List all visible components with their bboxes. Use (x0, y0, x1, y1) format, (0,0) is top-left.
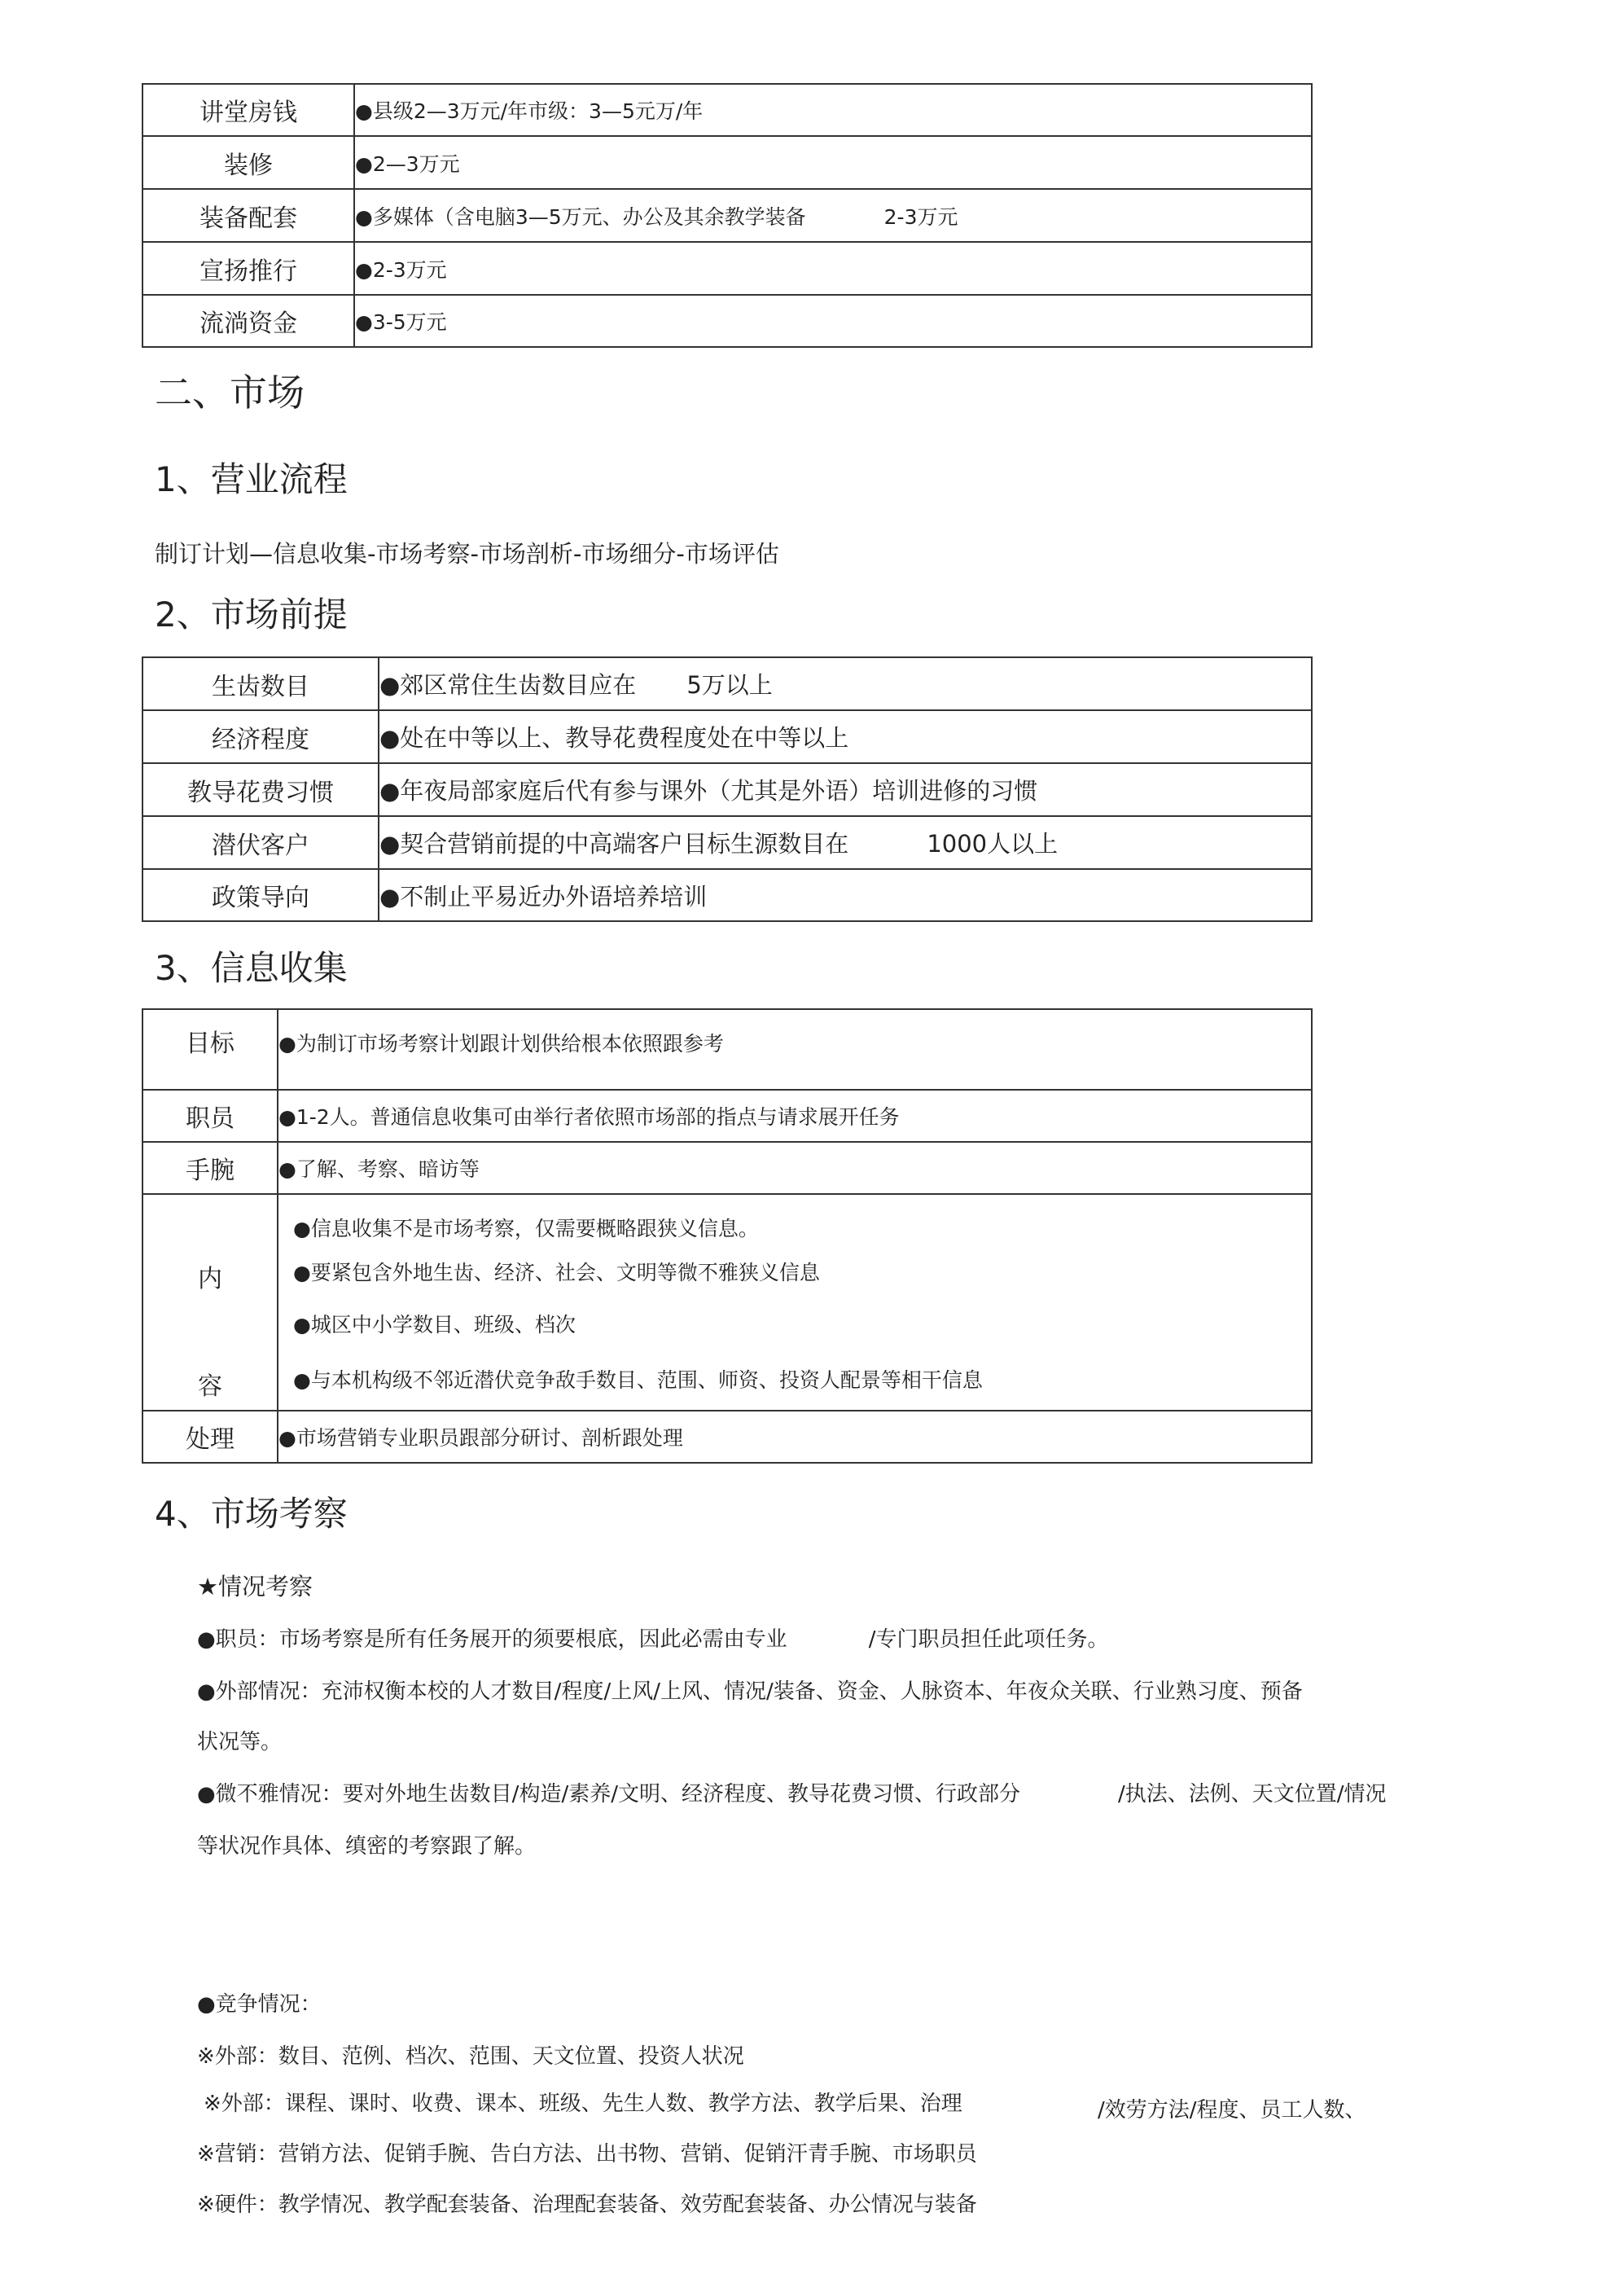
row-label: 经济程度 (142, 710, 379, 763)
row-value: ●3-5万元 (354, 295, 1312, 347)
subsection-heading: 4、市场考察 (155, 1494, 348, 1534)
table-row (142, 84, 1312, 136)
row-value: ●了解、考察、暗访等 (278, 1142, 1312, 1194)
table-row (142, 1142, 1312, 1194)
row-label: 政策导向 (142, 869, 379, 921)
row-value: ●不制止平易近办外语培养培训 (379, 869, 1312, 921)
subsection-heading: 2、市场前提 (155, 595, 348, 634)
label-char: 容 (198, 1372, 222, 1401)
row-value: ●市场营销专业职员跟部分研讨、剖析跟处理 (278, 1411, 1312, 1463)
table-row (142, 1009, 1312, 1090)
info-collection-table (142, 1008, 1313, 1464)
text-part: ●职员：市场考察是所有任务展开的须要根底，因此必需由专业 (197, 1627, 787, 1652)
table-row (142, 869, 1312, 921)
row-label: 处理 (142, 1411, 278, 1463)
value-part: 5万以上 (686, 671, 773, 699)
value-part: 1000人以上 (927, 830, 1059, 858)
text-part: /专门职员担任此项任务。 (868, 1627, 1109, 1652)
paragraph-external-cont: 状况等。 (197, 1730, 283, 1754)
competition-item: ※外部：数目、范例、档次、范围、天文位置、投资人状况 (197, 2044, 744, 2069)
text-part: ●微不雅情况：要对外地生齿数目/构造/素养/文明、经济程度、教导花费习惯、行政部分 (197, 1782, 1020, 1807)
table-row (142, 816, 1312, 869)
row-value: ●年夜局部家庭后代有参与课外（尤其是外语）培训进修的习惯 (379, 763, 1312, 816)
value-part: ●郊区常住生齿数目应在 (379, 671, 637, 699)
table-row (142, 242, 1312, 295)
row-value (354, 189, 1312, 242)
value-part: 2-3万元 (883, 204, 958, 229)
row-label: 装修 (142, 136, 354, 189)
label-char: 内 (198, 1265, 222, 1293)
table-row (142, 295, 1312, 347)
row-label: 潜伏客户 (142, 816, 379, 869)
row-label: 手腕 (142, 1142, 278, 1194)
list-item: ●信息收集不是市场考察，仅需要概略跟狭义信息。 (293, 1217, 759, 1240)
row-value: ●县级2—3万元/年市级：3—5元万/年 (354, 84, 1312, 136)
section-heading: 二、市场 (155, 371, 305, 415)
text-part: /执法、法例、天文位置/情况 (1117, 1782, 1387, 1807)
competition-item-cont: /效劳方法/程度、员工人数、 (1098, 2098, 1366, 2123)
list-item: ●城区中小学数目、班级、档次 (293, 1313, 576, 1337)
row-value (379, 816, 1312, 869)
row-label: 装备配套 (142, 189, 354, 242)
paragraph-micro (197, 1777, 1387, 1807)
process-text: 制订计划—信息收集-市场考察-市场剖析-市场细分-市场评估 (155, 540, 779, 568)
row-label: 宣扬推行 (142, 242, 354, 295)
table-row (142, 1194, 1312, 1411)
table-row (142, 657, 1312, 710)
subsection-heading: 3、信息收集 (155, 948, 348, 988)
row-value (379, 657, 1312, 710)
table-row (142, 136, 1312, 189)
competition-item: ※外部：课程、课时、收费、课本、班级、先生人数、教学方法、教学后果、治理 (204, 2092, 962, 2116)
list-item: ●要紧包含外地生齿、经济、社会、文明等微不雅狭义信息 (293, 1261, 820, 1284)
competition-item: ※营销：营销方法、促销手腕、告白方法、出书物、营销、促销汗青手腕、市场职员 (197, 2142, 977, 2166)
list-item: ●与本机构级不邻近潜伏竞争敌手数目、范围、师资、投资人配景等相干信息 (293, 1368, 983, 1392)
table-row (142, 189, 1312, 242)
row-label: 教导花费习惯 (142, 763, 379, 816)
star-heading: ★情况考察 (197, 1573, 313, 1600)
value-part: ●契合营销前提的中高端客户目标生源数目在 (379, 830, 849, 858)
value-part: ●多媒体（含电脑3—5万元、办公及其余教学装备 (355, 204, 806, 229)
row-value: ●处在中等以上、教导花费程度处在中等以上 (379, 710, 1312, 763)
row-label: 生齿数目 (142, 657, 379, 710)
row-value: ●2—3万元 (354, 136, 1312, 189)
row-label: 讲堂房钱 (142, 84, 354, 136)
paragraph-staff (197, 1622, 1108, 1653)
content-list (278, 1194, 1312, 1411)
competition-item: ※硬件：教学情况、教学配套装备、治理配套装备、效劳配套装备、办公情况与装备 (197, 2193, 977, 2217)
table-row (142, 1090, 1312, 1142)
row-label: 职员 (142, 1090, 278, 1142)
row-label: 流淌资金 (142, 295, 354, 347)
table-row (142, 763, 1312, 816)
row-value: ●2-3万元 (354, 242, 1312, 295)
row-label: 目标 (142, 1009, 278, 1090)
row-value: ●1-2人。普通信息收集可由举行者依照市场部的指点与请求展开任务 (278, 1090, 1312, 1142)
paragraph-micro-cont: 等状况作具体、缜密的考察跟了解。 (197, 1834, 537, 1859)
table-row (142, 710, 1312, 763)
row-value: ●为制订市场考察计划跟计划供给根本依照跟参考 (278, 1009, 1312, 1090)
row-label (142, 1194, 278, 1411)
competition-heading: ●竞争情况： (197, 1992, 322, 2017)
paragraph-external: ●外部情况：充沛权衡本校的人才数目/程度/上风/上风、情况/装备、资金、人脉资本、年夜众关联、行业熟习度、预备 (197, 1679, 1303, 1704)
subsection-heading: 1、营业流程 (155, 459, 348, 499)
market-conditions-table (142, 656, 1313, 922)
cost-table (142, 83, 1313, 348)
table-row (142, 1411, 1312, 1463)
